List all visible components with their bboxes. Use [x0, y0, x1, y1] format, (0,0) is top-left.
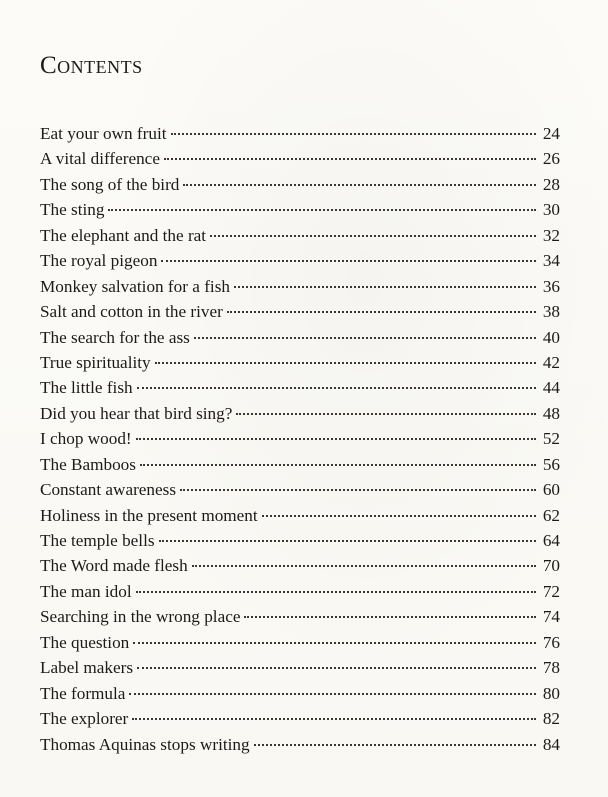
dot-leader: [161, 259, 536, 262]
toc-entry-title: The little fish: [40, 378, 133, 398]
toc-entry: [40, 375, 560, 400]
toc-entry: [40, 579, 560, 604]
toc-entry-title: Salt and cotton in the river: [40, 302, 223, 322]
toc-entry: [40, 401, 560, 426]
toc-entry-title: The temple bells: [40, 531, 155, 550]
toc-entry-page-number: 32: [542, 225, 560, 245]
toc-entry-page-number: 38: [542, 302, 560, 322]
dot-leader: [132, 717, 536, 720]
toc-entry-title: Label makers: [40, 658, 134, 678]
toc-entry: [40, 503, 560, 528]
toc-entry-title: True spirituality: [40, 352, 151, 372]
toc-entry-page-number: 82: [542, 709, 560, 729]
toc-entry: [40, 197, 560, 222]
toc-entry-title: Did you hear that bird sing?: [40, 403, 233, 423]
toc-entry-page-number: 70: [542, 556, 560, 576]
toc-entry-title: Constant awareness: [40, 480, 177, 500]
toc-entry: [40, 604, 560, 629]
toc-entry: [40, 121, 560, 146]
dot-leader: [140, 463, 536, 466]
toc-entry-title: The Bamboos: [40, 454, 136, 474]
toc-entry-page-number: 56: [542, 454, 560, 474]
toc-entry: [40, 248, 560, 273]
dot-leader: [180, 488, 536, 491]
toc-entry-page-number: 28: [542, 174, 560, 194]
toc-entry-title: The man idol: [40, 581, 132, 601]
toc-entry-page-number: 34: [542, 251, 560, 271]
dot-leader: [192, 564, 536, 567]
toc-entry-page-number: 84: [542, 734, 560, 754]
dot-leader: [244, 615, 536, 618]
toc-entry-title: I chop wood!: [40, 429, 132, 449]
dot-leader: [254, 743, 536, 746]
toc-entry-title: The sting: [40, 200, 105, 220]
toc-entry-page-number: 72: [542, 581, 560, 601]
toc-entry-page-number: 76: [542, 632, 560, 652]
toc-entry: [40, 732, 560, 757]
toc-entry: [40, 630, 560, 655]
toc-entry: [40, 274, 560, 299]
toc-entry-page-number: 24: [542, 124, 560, 143]
toc-entry: [40, 325, 560, 350]
toc-entry-title: Searching in the wrong place: [40, 607, 241, 627]
toc-entry-page-number: 42: [542, 352, 560, 372]
dot-leader: [155, 361, 536, 364]
toc-entry-page-number: 74: [542, 607, 560, 627]
toc-entry-title: The Word made flesh: [40, 556, 188, 576]
toc-entry: [40, 528, 560, 553]
dot-leader: [108, 208, 536, 211]
dot-leader: [133, 641, 536, 644]
toc-entry-page-number: 40: [542, 327, 560, 347]
toc-entry: [40, 223, 560, 248]
toc-entry-title: Monkey salvation for a fish: [40, 276, 230, 296]
toc-entry-title: The song of the bird: [40, 174, 180, 194]
dot-leader: [262, 514, 536, 517]
toc-entry-title: The question: [40, 632, 130, 652]
dot-leader: [171, 132, 537, 135]
dot-leader: [227, 310, 536, 313]
dot-leader: [236, 412, 536, 415]
dot-leader: [136, 437, 536, 440]
toc-entry-page-number: 26: [542, 149, 560, 169]
toc-entry-page-number: 52: [542, 429, 560, 449]
dot-leader: [194, 336, 536, 339]
toc-entry-title: The formula: [40, 683, 126, 703]
toc-entry: [40, 146, 560, 171]
toc-entry-title: The explorer: [40, 709, 129, 729]
toc-entry-title: Eat your own fruit: [40, 124, 167, 143]
toc-entry-title: The search for the ass: [40, 327, 190, 347]
toc-entry: [40, 172, 560, 197]
dot-leader: [129, 692, 536, 695]
toc-entry-page-number: 60: [542, 480, 560, 500]
dot-leader: [210, 234, 536, 237]
toc-entry-page-number: 62: [542, 505, 560, 525]
toc-entry-title: The elephant and the rat: [40, 225, 207, 245]
toc-entry-page-number: 48: [542, 403, 560, 423]
toc-entry: [40, 706, 560, 731]
toc-entry-title: A vital difference: [40, 149, 160, 169]
toc-entry: [40, 553, 560, 578]
toc-entry: [40, 655, 560, 680]
dot-leader: [137, 386, 536, 389]
toc-entry: [40, 452, 560, 477]
toc-entry: [40, 426, 560, 451]
dot-leader: [137, 666, 536, 669]
toc-entry-title: Holiness in the present moment: [40, 505, 258, 525]
table-of-contents: [40, 121, 560, 757]
toc-entry-page-number: 80: [542, 683, 560, 703]
dot-leader: [136, 590, 536, 593]
toc-entry-page-number: 36: [542, 276, 560, 296]
dot-leader: [183, 183, 536, 186]
toc-entry-page-number: 30: [542, 200, 560, 220]
toc-entry: [40, 299, 560, 324]
toc-entry-page-number: 44: [542, 378, 560, 398]
dot-leader: [234, 285, 536, 288]
toc-entry-title: The royal pigeon: [40, 251, 158, 271]
toc-entry: [40, 350, 560, 375]
toc-entry-title: Thomas Aquinas stops writing: [40, 734, 250, 754]
contents-heading: Contents: [40, 51, 143, 79]
dot-leader: [164, 157, 536, 160]
toc-entry-page-number: 64: [542, 531, 560, 550]
toc-entry: [40, 681, 560, 706]
dot-leader: [159, 539, 536, 542]
toc-entry-page-number: 78: [542, 658, 560, 678]
toc-entry: [40, 477, 560, 502]
